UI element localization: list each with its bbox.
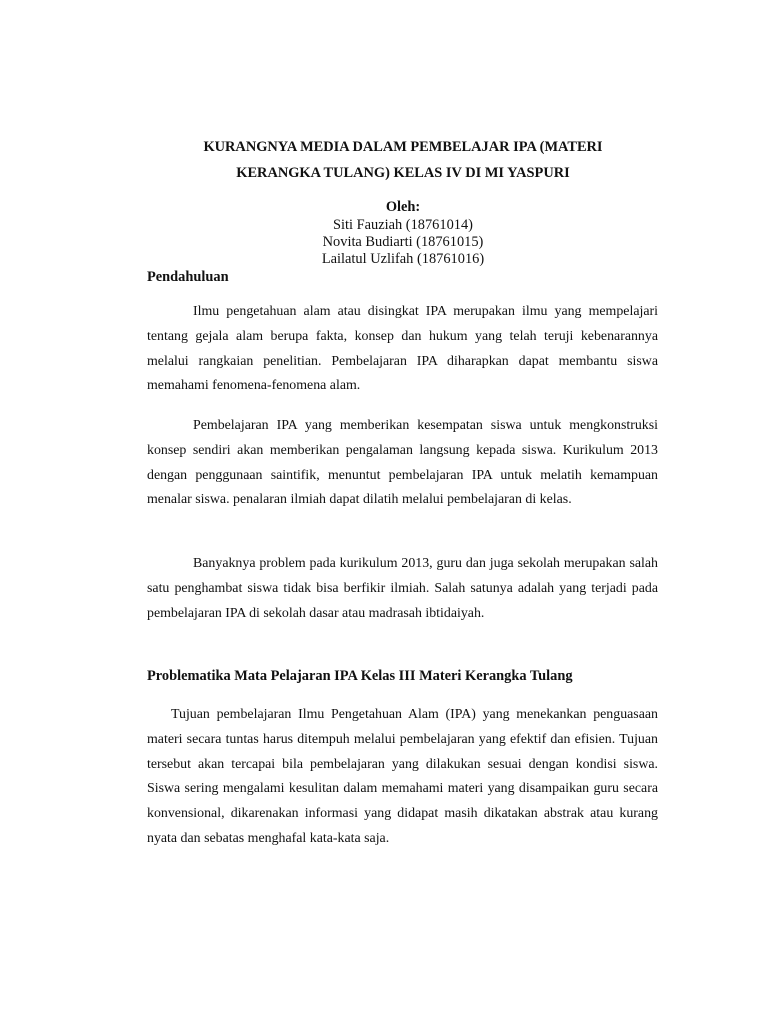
document-title-line-1: KURANGNYA MEDIA DALAM PEMBELAJAR IPA (MATERI [203, 139, 603, 155]
paragraph-2: Pembelajaran IPA yang memberikan kesempatan siswa untuk mengkonstruksi konsep sendiri akan memberikan pengalaman langsung kepada siswa. Kurikulum 2013 dengan penggunaan saintifik, menuntut pembelajaran IPA untuk melatih kemampuan menalar siswa. penalaran ilmiah dapat dilatih melalui pembelajaran di kelas. [147, 418, 658, 508]
paragraph-3: Banyaknya problem pada kurikulum 2013, guru dan juga sekolah merupakan salah satu penghambat siswa tidak bisa berfikir ilmiah. Salah satunya adalah yang terjadi pada pembelajaran IPA di sekolah dasar atau madrasah ibtidaiyah. [147, 556, 658, 621]
paragraph-1: Ilmu pengetahuan alam atau disingkat IPA merupakan ilmu yang mempelajari tentang gejala alam berupa fakta, konsep dan hukum yang telah teruji kebenarannya melalui rangkaian penelitian. Pembelajaran IPA diharapkan dapat membantu siswa memahami fenomena-fenomena alam. [147, 304, 658, 394]
author-1: Siti Fauziah (18761014) [333, 217, 473, 233]
section-heading-problematika: Problematika Mata Pelajaran IPA Kelas III Materi Kerangka Tulang [147, 668, 573, 684]
author-2: Novita Budiarti (18761015) [322, 234, 484, 250]
paragraph-4: Tujuan pembelajaran Ilmu Pengetahuan Alam (IPA) yang menekankan penguasaan materi secara tuntas harus ditempuh melalui pembelajaran yang efektif dan efisien. Tujuan tersebut akan tercapai bila pembelajaran yang dilakukan sesuai dengan kondisi siswa. Siswa sering mengalami kesulitan dalam memahami materi yang disampaikan guru secara konvensional, dikarenakan informasi yang didapat masih dikatakan abstrak atau kurang nyata dan sebatas menghafal kata-kata saja. [147, 707, 658, 846]
section-heading-pendahuluan: Pendahuluan [147, 269, 229, 285]
document-title-line-2: KERANGKA TULANG) KELAS IV DI MI YASPURI [236, 165, 570, 181]
byline-label: Oleh: [385, 199, 421, 215]
author-3: Lailatul Uzlifah (18761016) [321, 251, 485, 267]
